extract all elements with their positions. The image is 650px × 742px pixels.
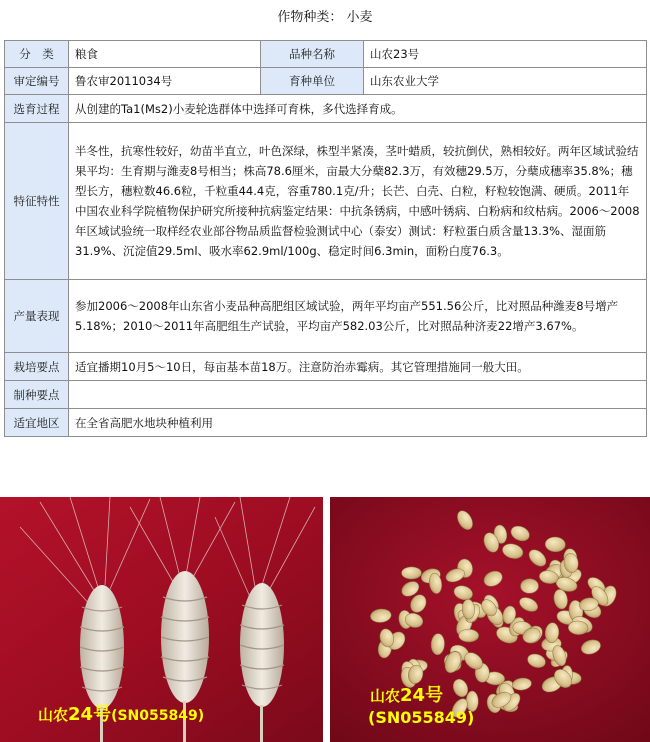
approval-no-value: 鲁农审2011034号 bbox=[69, 68, 261, 95]
breeder-label: 育种单位 bbox=[261, 68, 364, 95]
cultivation-label: 栽培要点 bbox=[5, 353, 69, 381]
variety-name-label: 品种名称 bbox=[261, 41, 364, 68]
table-row bbox=[5, 409, 647, 437]
region-value: 在全省高肥水地块种植利用 bbox=[69, 409, 647, 437]
wheat-kernel bbox=[459, 629, 479, 642]
traits-value: 半冬性，抗寒性较好，幼苗半直立，叶色深绿，株型半紧凑，茎叶蜡质，较抗倒伏，熟相较好。两年区域试验结果平均：生育期与潍麦8号相当；株高78.6厘米，亩最大分蘖82.3万，有效穗29.5万，分蘖成穗率35.8%；穗型长方，穗粒数46.6粒，千粒重44.4克，容重780.1克/升；长芒、白壳、白粒，籽粒较饱满、硬质。2011年中国农业科学院植物保护研究所接种抗病鉴定结果：中抗条锈病，中感叶锈病、白粉病和纹枯病。2006～2008年区域试验统一取样经农业部谷物品质监督检验测试中心（泰安）测试：籽粒蛋白质含量13.3%、湿面筋31.9%、沉淀值29.5ml、吸水率62.9ml/100g、稳定时间6.3min，面粉白度76.3。 bbox=[69, 123, 647, 280]
seed-production-value bbox=[69, 381, 647, 409]
caption-variety-number: 24号 bbox=[68, 704, 112, 725]
wheat-ears-photo bbox=[0, 497, 323, 742]
left-photo-caption bbox=[38, 700, 204, 726]
caption-variety-name: 山农 bbox=[38, 706, 69, 724]
breeding-value: 从创建的Ta1(Ms2)小麦轮选群体中选择可育株，多代选择育成。 bbox=[69, 95, 647, 123]
wheat-kernels-photo bbox=[330, 497, 650, 742]
category-label: 分 类 bbox=[5, 41, 69, 68]
table-row bbox=[5, 41, 647, 68]
approval-no-label: 审定编号 bbox=[5, 68, 69, 95]
caption-variety-code: (SN055849) bbox=[111, 708, 205, 724]
cultivation-value: 适宜播期10月5～10日，每亩基本苗18万。注意防治赤霉病。其它管理措施同一般大田。 bbox=[69, 353, 647, 381]
wheat-kernel bbox=[520, 579, 538, 594]
variety-name-value: 山农23号 bbox=[364, 41, 647, 68]
seed-production-label: 制种要点 bbox=[5, 381, 69, 409]
table-row bbox=[5, 381, 647, 409]
variety-info-table bbox=[4, 40, 647, 437]
table-row bbox=[5, 353, 647, 381]
caption-variety-number: 24号 bbox=[400, 685, 444, 706]
right-photo-caption bbox=[368, 685, 474, 729]
caption-variety-name: 山农 bbox=[370, 687, 401, 705]
page-title: 作物种类： 小麦 bbox=[277, 10, 373, 25]
region-label: 适宜地区 bbox=[5, 409, 69, 437]
wheat-kernel bbox=[402, 567, 422, 579]
table-row bbox=[5, 68, 647, 95]
breeder-value: 山东农业大学 bbox=[364, 68, 647, 95]
yield-label: 产量表现 bbox=[5, 280, 69, 353]
breeding-label: 选育过程 bbox=[5, 95, 69, 123]
category-value: 粮食 bbox=[69, 41, 261, 68]
traits-label: 特征特性 bbox=[5, 123, 69, 280]
table-row bbox=[5, 280, 647, 353]
table-row bbox=[5, 123, 647, 280]
caption-variety-code: (SN055849) bbox=[368, 708, 475, 727]
table-row bbox=[5, 95, 647, 123]
yield-value: 参加2006～2008年山东省小麦品种高肥组区域试验，两年平均亩产551.56公斤，比对照品种潍麦8号增产5.18%；2010～2011年高肥组生产试验，平均亩产582.03公斤，比对照品种济麦22增产3.67%。 bbox=[69, 280, 647, 353]
